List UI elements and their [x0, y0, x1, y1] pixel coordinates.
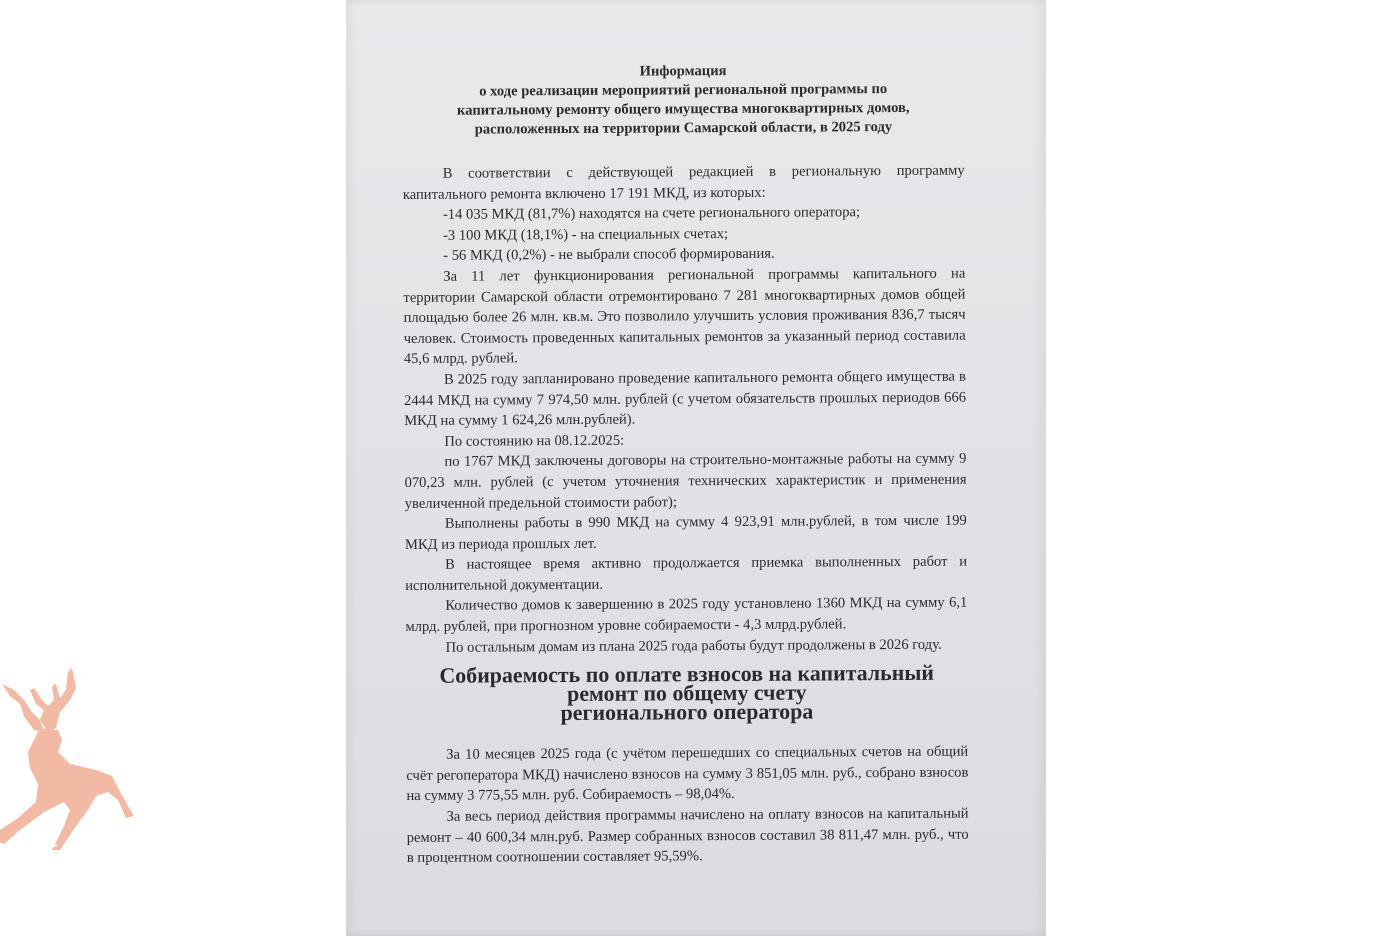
- paragraph-plan-2025: В 2025 году запланировано проведение капитального ремонта общего имущества в 2444 МКД на сумму 7 974,50 млн. рублей (с учетом обязательств прошлых периодов 666 МКД на сумму 1 624,26 млн.рублей).: [404, 368, 967, 430]
- document-body: [403, 161, 968, 659]
- section-title-line: регионального оператора: [560, 698, 814, 726]
- paragraph-completed-works: Выполнены работы в 990 МКД на сумму 4 923,91 млн.рублей, в том числе 199 МКД из периода прошлых лет.: [404, 512, 967, 553]
- paragraph-program-scope: В соответствии с действующей редакцией в региональную программу капитального ремонта включено 17 191 МКД, из которых:: [402, 162, 965, 203]
- list-item-not-chosen: - 56 МКД (0,2%) - не выбрали способ формирования.: [443, 246, 775, 265]
- site-watermark: АЙТ А Е: [0, 838, 90, 894]
- paragraph-houses-to-complete: Количество домов к завершению в 2025 году установлено 1360 МКД на сумму 6,1 млрд. рублей, при прогнозном уровне собираемости - 4,3 млрд.рублей.: [405, 595, 968, 636]
- deer-logo-icon: [0, 660, 140, 856]
- paragraph-contracts: по 1767 МКД заключены договоры на строительно-монтажные работы на сумму 9 070,23 млн. рублей (с учетом уточнения технических характеристик и применения увеличенной предельной стоимости работ);: [404, 450, 967, 512]
- paragraph-ten-months: За 10 месяцев 2025 года (с учётом перешедших со специальных счетов на общий счёт регоператора МКД) начислено взносов на сумму 3 851,05 млн. руб., собрано взносов на сумму 3 775,55 млн. руб. Собираемость – 98,04%.: [406, 743, 969, 805]
- section-body-collection: [406, 742, 969, 869]
- section-title-line: Собираемость по оплате взносов на капитальный ремонт по общему счету: [439, 660, 935, 707]
- document-subtitle-line: капитальному ремонту общего имущества многоквартирных домов,: [456, 99, 910, 119]
- document-title: Информация: [639, 63, 727, 80]
- paragraph-eleven-years: За 11 лет функционирования региональной программы капитального на территории Самарской области отремонтировано 7 281 многоквартирных домов общей площадью более 26 млн. кв.м. Это позволило улучшить условия проживания 836,7 тысяч человек. Стоимость проведенных капитальных ремонтов за указанный период составила 45,6 млрд. рублей.: [403, 265, 966, 368]
- list-item-regional-operator: -14 035 МКД (81,7%) находятся на счете регионального оператора;: [442, 204, 861, 223]
- document-subtitle-line: о ходе реализации мероприятий региональной программы по: [479, 81, 888, 100]
- list-item-special-accounts: -3 100 МКД (18,1%) - на специальных счетах;: [442, 225, 729, 244]
- paragraph-acceptance: В настоящее время активно продолжается приемка выполненных работ и исполнительной документации.: [405, 553, 968, 594]
- paragraph-whole-period: За весь период действия программы начислено на оплату взносов на капитальный ремонт – 40 600,34 млн.руб. Размер собранных взносов составил 38 811,47 млн. руб., что в процентном соотношении составляет 95,59%.: [406, 805, 969, 867]
- section-title-collection: [406, 660, 968, 726]
- document-content: [402, 61, 969, 869]
- paragraph-status-date: По состоянию на 08.12.2025:: [444, 432, 625, 450]
- paragraph-remaining-houses: По остальным домам из плана 2025 года работы будут продолжены в 2026 году.: [445, 636, 942, 656]
- document-sheet: [346, 0, 1046, 936]
- document-subtitle-line: расположенных на территории Самарской области, в 2025 году: [474, 119, 893, 138]
- document-title-block: [402, 61, 964, 140]
